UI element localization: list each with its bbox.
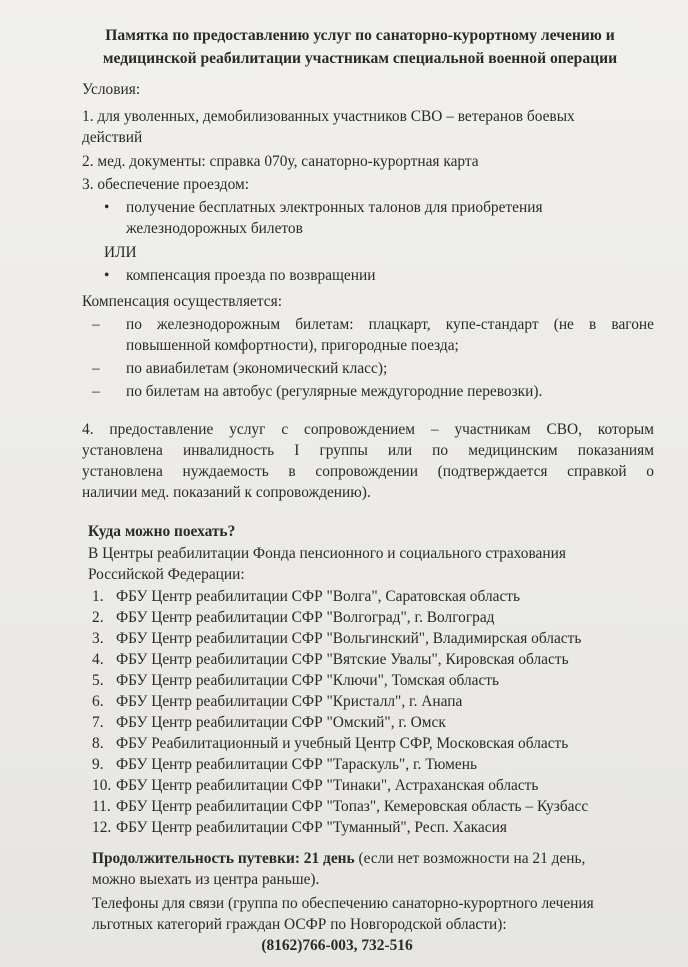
list-item <box>92 712 652 733</box>
bullet-icon: • <box>104 267 110 284</box>
condition-4 <box>82 419 654 503</box>
list-item <box>92 733 652 754</box>
list-item <box>92 670 652 691</box>
condition-3: 3. обеспечение проездом: <box>82 176 250 193</box>
condition-4-line-3: установлена нуждаемость в сопровождении (подтверждается справкой о <box>82 463 654 480</box>
contacts-line-1: Телефоны для связи (группа по обеспечению санаторно-курортного лечения <box>92 895 594 912</box>
title-line-2: медицинской реабилитации участникам специальной военной операции <box>102 50 618 67</box>
condition-1-line-2: действий <box>82 129 143 146</box>
duration-line-2: можно выехать из центра раньше). <box>92 871 320 888</box>
list-item-number: 3. <box>92 630 104 647</box>
condition-4-line-2: установлена инвалидность I группы или по медицинским показаниям <box>82 442 654 459</box>
list-item-text: ФБУ Центр реабилитации СФР "Кристалл", г. Анапа <box>116 693 463 710</box>
list-item-number: 9. <box>92 756 104 773</box>
list-item <box>92 628 652 649</box>
where-intro-line-1: В Центры реабилитации Фонда пенсионного и социального страхования <box>88 545 566 562</box>
list-item-number: 8. <box>92 735 104 752</box>
compensation-list <box>82 314 654 402</box>
compensation-item-rail <box>82 314 654 356</box>
dash-icon: – <box>92 383 100 400</box>
list-item-number: 12. <box>92 819 112 836</box>
condition-4-line-4: наличии мед. показаний к сопровождению). <box>82 484 371 501</box>
title-line-1: Памятка по предоставлению услуг по санаторно-курортному лечению и <box>105 27 615 44</box>
where-intro <box>88 543 648 585</box>
list-item-number: 5. <box>92 672 104 689</box>
conditions-heading: Условия: <box>82 81 141 98</box>
list-item <box>92 817 652 838</box>
list-item-number: 2. <box>92 609 104 626</box>
list-item-text: ФБУ Центр реабилитации СФР "Омский", г. Омск <box>116 714 446 731</box>
travel-options <box>82 197 642 286</box>
rehab-centers-list <box>92 586 652 838</box>
list-item-text: ФБУ Центр реабилитации СФР "Волга", Саратовская область <box>116 588 521 605</box>
dash-icon: – <box>92 316 100 333</box>
list-item <box>92 691 652 712</box>
contact-phones: (8162)766-003, 732-516 <box>261 937 413 954</box>
dash-2-text: по авиабилетам (экономический класс); <box>126 360 388 377</box>
where-heading: Куда можно поехать? <box>88 523 236 540</box>
list-item-text: ФБУ Центр реабилитации СФР "Волгоград", г. Волгоград <box>116 609 495 626</box>
contacts <box>92 893 662 935</box>
list-item-text: ФБУ Центр реабилитации СФР "Ключи", Томская область <box>116 672 500 689</box>
list-item-number: 7. <box>92 714 104 731</box>
bullet-2-text: компенсация проезда по возвращении <box>126 267 376 284</box>
list-item-number: 10. <box>92 777 112 794</box>
list-item-text: ФБУ Центр реабилитации СФР "Тараскуль", г. Тюмень <box>116 756 477 773</box>
bullet-item-tickets <box>82 197 642 239</box>
duration-line-1 <box>92 848 662 869</box>
or-text: ИЛИ <box>104 244 137 261</box>
list-item-text: ФБУ Центр реабилитации СФР "Туманный", Респ. Хакасия <box>116 819 507 836</box>
duration-note <box>92 848 662 890</box>
compensation-heading: Компенсация осуществляется: <box>82 293 282 310</box>
duration-bold: Продолжительность путевки: 21 день <box>92 850 355 867</box>
bullet-1-line-1: получение бесплатных электронных талонов для приобретения <box>126 199 543 216</box>
condition-2: 2. мед. документы: справка 070у, санаторно-курортная карта <box>82 153 479 170</box>
duration-rest: (если нет возможности на 21 день, <box>354 850 586 867</box>
bullet-1-line-2: железнодорожных билетов <box>126 220 303 237</box>
list-item-text: ФБУ Центр реабилитации СФР "Топаз", Кемеровская область – Кузбасс <box>116 798 589 815</box>
compensation-item-bus <box>82 381 654 402</box>
bullet-icon: • <box>104 199 110 216</box>
document-title <box>60 24 660 70</box>
condition-1-line-1: 1. для уволенных, демобилизованных участников СВО – ветеранов боевых <box>82 108 575 125</box>
where-intro-line-2: Российской Федерации: <box>88 566 245 583</box>
condition-4-line-1: 4. предоставление услуг с сопровождением – участникам СВО, которым <box>82 421 654 438</box>
list-item <box>92 796 652 817</box>
list-item-text: ФБУ Центр реабилитации СФР "Вятские Увалы", Кировская область <box>116 651 569 668</box>
dash-1-line-1: по железнодорожным билетам: плацкарт, купе-стандарт (не в вагоне <box>126 316 654 333</box>
list-item-text: ФБУ Центр реабилитации СФР "Тинаки", Астраханская область <box>116 777 539 794</box>
list-item-text: ФБУ Реабилитационный и учебный Центр СФР, Московская область <box>116 735 569 752</box>
list-item-number: 6. <box>92 693 104 710</box>
contacts-line-2: льготных категорий граждан ОСФР по Новгородской области): <box>92 916 507 933</box>
dash-1-line-2: повышенной комфортности), пригородные поезда; <box>126 337 459 354</box>
list-item <box>92 775 652 796</box>
dash-3-text: по билетам на автобус (регулярные междугородние перевозки). <box>126 383 543 400</box>
list-item <box>92 649 652 670</box>
condition-1 <box>82 106 642 148</box>
bullet-item-compensation <box>82 265 642 286</box>
dash-icon: – <box>92 360 100 377</box>
list-item <box>92 754 652 775</box>
list-item-text: ФБУ Центр реабилитации СФР "Вольгинский", Владимирская область <box>116 630 582 647</box>
list-item <box>92 586 652 607</box>
list-item-number: 4. <box>92 651 104 668</box>
list-item-number: 11. <box>92 798 111 815</box>
compensation-item-air <box>82 358 654 379</box>
list-item <box>92 607 652 628</box>
list-item-number: 1. <box>92 588 104 605</box>
